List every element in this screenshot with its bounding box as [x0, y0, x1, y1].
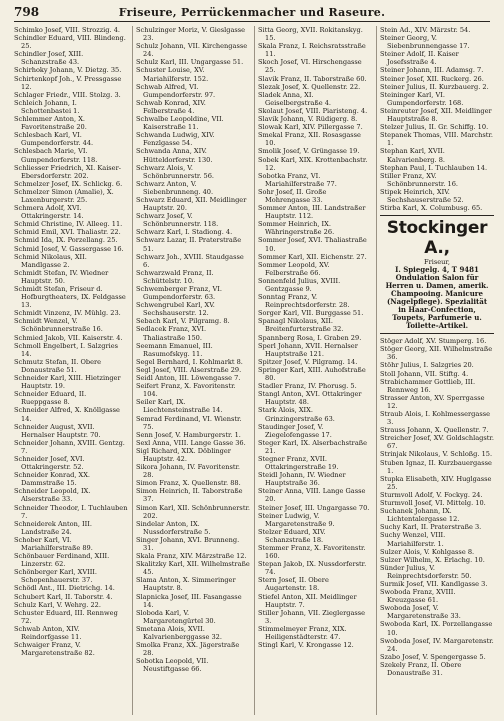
directory-entry: Sedlacek Franz, XVI. Thaliastraße 150.: [136, 325, 207, 342]
directory-entry: Schlager Friedr., VIII. Stolzg. 3.: [14, 90, 121, 99]
directory-entry: Springer Karl, XIII. Auhofstraße 80.: [258, 365, 366, 383]
directory-entry: Skala Franz, XIV. Märzstraße 12.: [136, 552, 247, 561]
directory-entry: Schwarz Josef, V. Schönbrunnerstr. 118.: [136, 212, 219, 229]
directory-entry: Skolaut Josef, VIII. Piaristeng. 4.: [258, 106, 368, 115]
directory-entry: Spitzer Josef, V. Pilgramg. 14.: [258, 357, 358, 366]
directory-entry: Seiler Karl, IX. Liechtensteinstraße 14.: [136, 398, 223, 415]
directory-entry: Sonnenfeld Julius, XVIII. Gentzgasse 9.: [258, 276, 341, 293]
column-4: [376, 26, 494, 715]
directory-entry: Strinjak Nikolaus, V. Schloßg. 15.: [380, 450, 493, 459]
directory-entry: Schuster Eduard, III. Rennweg 72.: [14, 608, 118, 625]
directory-entry: Suchy Wenzel, VIII. Mariahilferstr. 1.: [380, 531, 446, 548]
ad-line: Toupets, Parfumerie u.: [392, 313, 482, 323]
directory-entry: Strabichammer Gottlieb, III. Rennweg 16.: [380, 377, 476, 394]
directory-entry: Schulz Karl, V. Wehrg. 22.: [14, 600, 101, 609]
directory-entry: Spannberg Rosa, I. Graben 29.: [258, 333, 362, 342]
ad-line: Champooing. Manicure: [391, 289, 483, 299]
directory-entry: Skalitzky Karl, XII. Wilhelmstraße 45.: [136, 560, 250, 577]
directory-entry: Schwemberger Franz, VI. Gumpendorferstr. 63.: [136, 285, 222, 302]
directory-entry: Sünder Julius, V. Reinprechtsdorferstr. 50.: [380, 563, 472, 580]
directory-entry: Schliesser Friedrich, XI. Kaiser-Ebersdorferstr. 202.: [14, 163, 121, 180]
directory-entry: Schmid Christine, IV. Alleeg. 11.: [14, 220, 123, 229]
directory-entry: Schwarz Karl, I. Stadiong. 4.: [136, 228, 233, 237]
directory-entry: Sexl Anna, VIII. Lange Gasse 36.: [136, 438, 246, 447]
directory-entry: Steiner Ludwig, V. Margaretenstraße 9.: [258, 511, 335, 528]
directory-entry: Semrad Ferdinand, VI. Wienstr. 75.: [136, 414, 242, 431]
directory-entry: Schmelzer Josef, IX. Schlickg. 6.: [14, 179, 123, 188]
directory-entry: Smolka Franz, XX. Jägerstraße 28.: [136, 641, 240, 658]
ad-line: Toilette-Artikel.: [405, 321, 469, 331]
directory-entry: Simon Franz, X. Quellenstr. 88.: [136, 479, 241, 488]
directory-entry: Steiner Georg, V. Siebenbrunnengasse 17.: [380, 34, 470, 51]
page-header: [14, 5, 490, 22]
directory-entry: Stangl Anton, XVI. Ottakringer Hauptstr. 48.: [258, 390, 362, 407]
directory-entry: Stephan Karl, XVII. Kalvarienberg. 8.: [380, 147, 446, 164]
directory-entry: Schwarz Alois, V. Schönbrunnerstr. 56.: [136, 163, 214, 180]
directory-entry: Stirba Karl, X. Columbusg. 65.: [380, 204, 483, 213]
directory-entry: Sobek Karl, XIX. Krottenbachstr. 12.: [258, 155, 368, 172]
directory-entry: Singer Johann, XVI. Brunneng. 31.: [136, 535, 240, 552]
directory-entry: Schmidt Stefan, Friseur d. Hofburgtheaters, IX. Feldgasse 13.: [14, 285, 126, 310]
directory-entry: Sindelar Anton, IX. Nussdorferstraße 5.: [136, 519, 211, 536]
directory-entry: Stark Alois, XIX. Grinzingerstraße 63.: [258, 406, 335, 423]
directory-entry: Sulzer Alois, V. Kohlgasse 8.: [380, 547, 475, 556]
directory-entry: Schirtenkopf Joh., V. Pressgasse 12.: [14, 74, 122, 91]
directory-entry: Senn Josef, V. Hamburgerstr. 1.: [136, 430, 241, 439]
directory-entry: Schwarzwald Franz, II. Schüttelstr. 10.: [136, 268, 214, 285]
directory-entry: Stelzer Julius, II. Gr. Schiffg. 10.: [380, 123, 489, 132]
directory-entry: Sommer Leopold, XV. Felberstraße 66.: [258, 260, 330, 277]
directory-entry: Stepan Jakob, IX. Nussdorferstr. 74.: [258, 560, 367, 577]
directory-entry: Schneider Theodor, I. Tuchlauben 7.: [14, 503, 128, 520]
directory-entry: Schneider Alfred, X. Knöllgasse 14.: [14, 406, 120, 423]
directory-entry: Schlesbach Karl, VI. Gumpendorferstr. 44.: [14, 131, 94, 148]
directory-entry: Stingl Karl, V. Krongasse 12.: [258, 641, 354, 650]
directory-entry: Schmelzer Simon (Amalie), X. Laxenburgerstr. 25.: [14, 187, 114, 204]
directory-entry: Sonntag Franz, V. Reinprechtsdorferstr. 28.: [258, 293, 350, 310]
directory-entry: Schmoll Engelbert, I. Salzgries 14.: [14, 341, 118, 358]
directory-entry: Steidl Johann, IV. Wiedner Hauptstraße 36.: [258, 471, 346, 488]
directory-entry: Schmid Nikolaus, XII. Mandlgasse 2.: [14, 252, 87, 269]
directory-entry: Stadler Franz, IV. Phorusg. 5.: [258, 382, 357, 391]
directory-entry: Schneider Eduard, II. Rueppgasse 8.: [14, 390, 87, 407]
directory-entry: Skala Franz, I. Reichsratsstraße 11.: [258, 42, 366, 59]
directory-entry: Schimko Josef, VIII. Strozzig. 4.: [14, 26, 120, 34]
directory-entry: Schlemmer Anton, X. Favoritenstraße 20.: [14, 115, 87, 132]
directory-entry: Strasser Anton, XV. Sperrgasse 12.: [380, 393, 485, 410]
directory-entry: Schneider Leopold, IX. Alserstraße 33.: [14, 487, 91, 504]
directory-entry: Stipek Heinrich, XIV. Sechshauserstraße 52.: [380, 187, 464, 204]
directory-entry: Stein Ad., XIV. Märzstr. 54.: [380, 26, 471, 34]
directory-entry: Stegner Franz, XVII. Ottakringerstraße 19.: [258, 454, 339, 472]
directory-entry: Segel Bernhard, I. Kohlmarkt 8.: [136, 357, 243, 366]
directory-entry: Steiner Johann, III. Adamsg. 7.: [380, 66, 484, 75]
directory-entry: Steiner Adolf, II. Kaiser Josefsstraße 4.: [380, 50, 459, 67]
directory-entry: Steiner Julius, II. Kurzbauerg. 2.: [380, 82, 489, 91]
ad-business-name: Stockinger A.,: [386, 218, 488, 259]
ad-line: (Nagelpflege). Spezialität: [386, 297, 488, 307]
directory-entry: Stimmelmeyer Franz, XIX. Heiligenstädterstr. 47.: [258, 624, 347, 642]
directory-entry: Simon Karl, XII. Schönbrunnerstr. 202.: [136, 503, 250, 520]
directory-entry: Sladek Anna, XI. Geiselbergstraße 4.: [258, 90, 331, 107]
directory-entry: Seemann Emanuel, III. Rasumofskyg. 11.: [136, 341, 213, 358]
directory-entry: Stuben Ignaz, II. Kurzbauergasse 1.: [380, 458, 492, 475]
directory-entry: Slama Anton, X. Simmeringer Hauptstr. 8.: [136, 576, 236, 593]
listing-columns: [14, 26, 494, 715]
directory-entry: Schwab Konrad, XIV. Felberstraße 4.: [136, 98, 206, 115]
directory-entry: Surmik Josef, VII. Kandlgasse 3.: [380, 579, 488, 588]
directory-entry: Sobotka Franz, VI. Mariahilferstraße 77.: [258, 171, 337, 188]
directory-entry: Suchy Karl, II. Praterstraße 3.: [380, 523, 482, 532]
directory-entry: Sohr Josef, II. Große Mohrengasse 33.: [258, 187, 327, 204]
directory-entry: Schirhoky Johann, V. Dietzg. 35.: [14, 66, 122, 75]
directory-entry: Sperl Johann, XVII. Hernalser Hauptstraße 121.: [258, 341, 358, 358]
directory-entry: Seifert Franz, X. Favoritenstr. 104.: [136, 382, 236, 399]
directory-entry: Schuster Louise, XV. Mariahilferstr. 152.: [136, 66, 209, 83]
directory-entry: Schödl Ant., III. Dietrichg. 14.: [14, 584, 115, 593]
directory-entry: Schulz Karl, III. Ungargasse 51.: [136, 58, 244, 67]
directory-entry: Schwarz Eduard, XII. Meidlinger Hauptstr. 20.: [136, 195, 247, 213]
directory-entry: Staudinger Josef, V. Ziegelofengasse 17.: [258, 422, 332, 439]
directory-entry: Schönberger Karl, XVIII. Schopenhauerstr. 37.: [14, 568, 97, 585]
directory-entry: Sorger Karl, VII. Burggasse 51.: [258, 309, 364, 318]
directory-entry: Sommer Anton, III. Landstraßer Hauptstr. 112.: [258, 204, 366, 221]
directory-entry: Stemmer Franz, X. Favoritenstr. 160.: [258, 544, 366, 561]
directory-entry: Smetana Alois, XVII. Kalvarienberggasse 32.: [136, 624, 222, 642]
directory-entry: Swoboda Josef, IV. Margaretenstr. 24.: [380, 636, 494, 653]
directory-entry: Schindler Eduard, VIII. Blindeng. 25.: [14, 34, 126, 51]
directory-entry: Stöhr Julius, I. Salzgries 20.: [380, 361, 474, 370]
column-1: [14, 26, 128, 715]
directory-entry: Schwanda Anna, XIV. Hütteldorferstr. 130.: [136, 147, 213, 164]
directory-entry: Slowak Karl, XIV. Pillergasse 7.: [258, 123, 363, 132]
directory-entry: Schmid Josef, V. Gassergasse 16.: [14, 244, 124, 253]
directory-entry: Schwab Anton, XIV. Reindorfgasse 11.: [14, 624, 82, 642]
page-number: 798: [14, 5, 40, 19]
directory-entry: Slavik Johann, V. Rüdigerg. 8.: [258, 115, 358, 124]
directory-entry: Streicher Josef, XV. Goldschlagstr. 67.: [380, 434, 494, 451]
directory-entry: Schneider Josef, XVI. Ottakringerstr. 52.: [14, 454, 85, 472]
directory-entry: Stupka Elisabeth, XIV. Huglgasse 25.: [380, 474, 492, 491]
directory-entry: Schwalbe Leopoldine, VII. Kaiserstraße 11.: [136, 115, 224, 132]
directory-entry: Straub Alois, I. Kohlmessergasse 3.: [380, 410, 491, 427]
directory-entry: Stepanek Thomas, VIII. Marchstr. 1.: [380, 131, 493, 148]
directory-entry: Sturmvoll Josef, VI. Mittelg. 10.: [380, 499, 486, 508]
directory-entry: Schwarz Anton, V. Siebenbrunneng. 40.: [136, 179, 214, 196]
directory-entry: Steger Karl, IX. Alserbachstraße 21.: [258, 438, 368, 455]
directory-entry: Sommer Josef, XVI. Thaliastraße 10.: [258, 236, 367, 253]
directory-entry: Strauss Johann, X. Quellenstr. 7.: [380, 426, 489, 435]
directory-entry: Schneider Johann, XVIII. Gentzg. 7.: [14, 438, 125, 455]
ad-address: I. Spiegelg. 4, T 9481: [395, 265, 479, 275]
directory-entry: Sobotka Leopold, VII. Neustiftgasse 66.: [136, 657, 209, 674]
directory-entry: Stern Josef, II. Obere Augartenstr. 18.: [258, 576, 329, 593]
directory-entry: Schlesbach Marie, VI. Gumpendorferstr. 118.: [14, 147, 98, 164]
directory-entry: Schulzinger Moriz, V. Gieslgasse 23.: [136, 26, 246, 43]
directory-entry: Sitta Georg, XVII. Rokitanskyg. 15.: [258, 26, 363, 43]
directory-entry: Swoboda Josef, V. Margaretenstraße 33.: [380, 604, 461, 621]
directory-entry: Schleich Johann, I. Schottenbastei 1.: [14, 98, 80, 115]
directory-entry: Schindler Josef, XIII. Schanzstraße 43.: [14, 50, 84, 67]
directory-entry: Schmidt Vinzenz, IV. Mühlg. 23.: [14, 309, 121, 318]
advertisement-block: [380, 215, 494, 334]
directory-entry: Stiller Johann, VII. Zieglergasse 3.: [258, 608, 366, 625]
directory-entry: Schober Karl, VI. Mariahilferstraße 89.: [14, 535, 93, 552]
directory-entry: Schubert Karl, II. Taborstr. 4.: [14, 592, 113, 601]
directory-entry: Spanagl Nikolaus, XII. Breitenfurterstraße 32.: [258, 317, 344, 334]
directory-entry: Skoch Josef, VI. Hirschengasse 25.: [258, 58, 362, 75]
directory-entry: Sebach Karl, V. Pilgramg. 8.: [136, 317, 230, 326]
directory-entry: Sommer Karl, XII. Eichenstr. 27.: [258, 252, 367, 261]
directory-entry: Swoboda Karl, IX. Porzellangasse 10.: [380, 620, 493, 637]
running-head: Friseure, Perrückenmacher und Raseure.: [118, 6, 386, 19]
directory-entry: Smolik Josef, V. Grüngasse 19.: [258, 147, 360, 156]
directory-entry: Schmid Emil, XVI. Thaliastr. 22.: [14, 228, 121, 237]
directory-entry: Sloboda Karl, V. Margaretengürtel 30.: [136, 608, 216, 625]
directory-entry: Swoboda Franz, XVIII. Kreuzgasse 61.: [380, 588, 456, 605]
directory-entry: Smekal Franz, XII. Rosasgasse 10.: [258, 131, 361, 148]
column-3: [254, 26, 372, 715]
directory-entry: Sommer Heinrich, IX. Währingerstraße 26.: [258, 220, 335, 237]
directory-entry: Slezak Josef, X. Quellenstr. 22.: [258, 82, 361, 91]
directory-entry: Schneider Konrad, XX. Dammstraße 15.: [14, 471, 91, 488]
directory-entry: Slapnicka Josef, III. Fasangasse 14.: [136, 592, 242, 609]
directory-entry: Sulzer Wilhelm, X. Erlachg. 10.: [380, 555, 485, 564]
directory-entry: Schwaiger Franz, V. Margaretenstraße 82.: [14, 641, 95, 658]
directory-entry: Schmied Jakob, VII. Kaiserstr. 4.: [14, 333, 123, 342]
directory-entry: Steininger Karl, VI. Gumpendorferstr. 168.: [380, 90, 464, 107]
directory-entry: Schwengrubel Karl, XV. Sechshauserstr. 12.: [136, 301, 215, 318]
directory-entry: Szabo Josef, V. Spengergasse 5.: [380, 652, 486, 661]
directory-entry: Schwanda Ludwig, XIV. Fenzlgasse 54.: [136, 131, 215, 148]
directory-entry: Slavik Franz, II. Taborstraße 60.: [258, 74, 367, 83]
directory-entry: Schwarz Lazar, II. Praterstraße 51.: [136, 236, 242, 253]
directory-entry: Schmidt Wenzel, V. Schönbrunnerstraße 16.: [14, 317, 103, 334]
directory-entry: Szekely Franz, II. Obere Donaustraße 31.: [380, 660, 462, 677]
directory-entry: Schmutz Stefan, II. Obere Donaustraße 51.: [14, 357, 102, 374]
directory-entry: Schönbauer Ferdinand, XIII. Linzerstr. 62.: [14, 552, 110, 569]
directory-entry: Sigl Richard, XIX. Döblinger Hauptstr. 42.: [136, 446, 231, 463]
directory-entry: Schmidt Stefan, IV. Wiedner Hauptstr. 50.: [14, 268, 109, 285]
directory-entry: Stiller Franz, XV. Schönbrunnerstr. 16.: [380, 171, 458, 188]
directory-entry: Stoll Johann, VII. Stiftg. 4.: [380, 369, 469, 378]
directory-entry: Stöger Adolf, XV. Stumperg. 16.: [380, 337, 487, 346]
ad-line: Ondulation Salon für: [395, 273, 479, 283]
directory-entry: Schneiderek Anton, III. Landstraße 24.: [14, 519, 92, 536]
column-2: [132, 26, 250, 715]
ad-line: Herren u. Damen, amerik.: [385, 281, 489, 291]
ad-line: in Haar-Confection,: [398, 305, 476, 315]
directory-entry: Schulz Johann, VII. Kirchengasse 24.: [136, 42, 248, 59]
directory-entry: Stelzer Eduard, XIV. Schanzstraße 18.: [258, 527, 326, 544]
ad-trade: Friseur,: [424, 258, 450, 267]
directory-entry: Steiner Anna, VIII. Lange Gasse 20.: [258, 487, 366, 504]
directory-entry: Schmera Adolf, XVI. Ottakringerstr. 14.: [14, 204, 84, 221]
directory-entry: Steinreuter Josef, XII. Meidlinger Hauptstraße 8.: [380, 106, 492, 124]
directory-entry: Schwab Alfred, VI. Gumpendorferstr. 97.: [136, 82, 216, 99]
directory-entry: Schneider August, XVII. Hernalser Hauptstr. 70.: [14, 422, 101, 439]
directory-entry: Seidl Anton, III. Löwengasse 7.: [136, 374, 241, 383]
directory-entry: Schwarz Joh., XVIII. Staudgasse 6.: [136, 252, 244, 269]
directory-entry: Stiefel Anton, XII. Meidlinger Hauptstr. 7.: [258, 592, 357, 609]
directory-entry: Stöger Georg, XII. Wilhelmstraße 36.: [380, 345, 493, 362]
directory-entry: Sikora Johann, IV. Favoritenstr. 28.: [136, 463, 241, 480]
directory-entry: Steiner Josef, III. Ungargasse 70.: [258, 503, 370, 512]
directory-entry: Simon Heinrich, II. Taborstraße 37.: [136, 487, 243, 504]
directory-entry: Suchanek Johann, IX. Lichtentalergasse 12.: [380, 507, 460, 524]
directory-entry: Segl Josef, VIII. Alserstraße 29.: [136, 365, 242, 374]
directory-entry: Schneider Karl, XIII. Hietzinger Hauptstr. 19.: [14, 374, 121, 391]
directory-entry: Stephan Paul, I. Tuchlauben 14.: [380, 163, 488, 172]
directory-entry: Schmid Ida, IX. Porzellang. 25.: [14, 236, 118, 245]
directory-entry: Steiner Josef, XII. Ruckerg. 26.: [380, 74, 484, 83]
directory-entry: Sturmvoll Adolf, V. Fockyg. 24.: [380, 490, 483, 499]
